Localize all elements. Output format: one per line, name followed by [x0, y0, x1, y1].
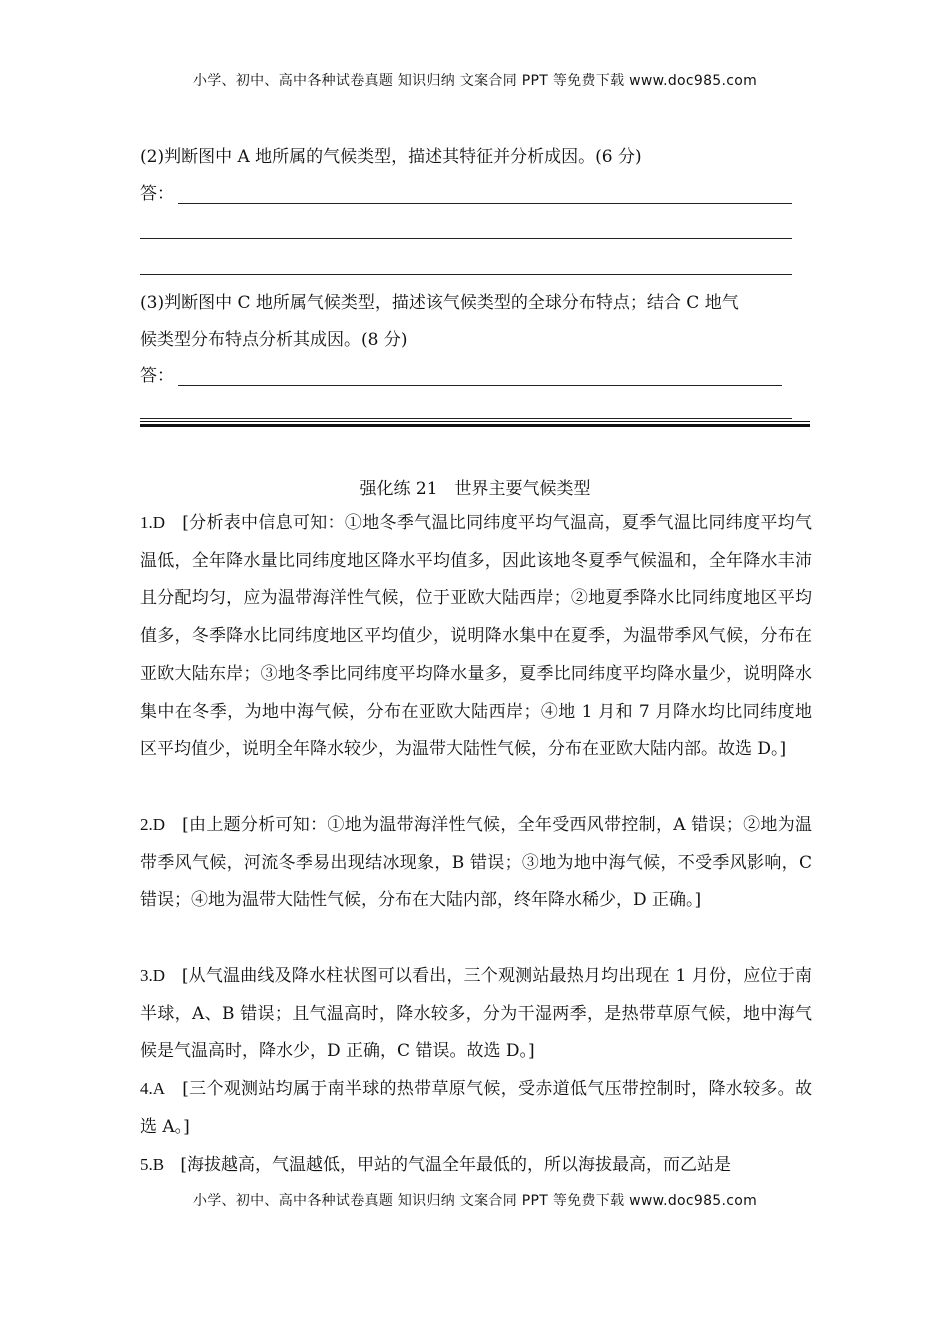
answer-line: [178, 203, 792, 204]
answer-text: [从气温曲线及降水柱状图可以看出，三个观测站最热月均出现在 1 月份，应位于南半球，A、B 错误；且气温高时，降水较多，分为干湿两季，是热带草原气候，地中海气候是气温高时，降水少，D 正确，C 错误。故选 D。]: [140, 966, 812, 1062]
answer-5: [140, 1146, 812, 1185]
question-3-line-2: 候类型分布特点分析其成因。(8 分): [140, 330, 408, 350]
answer-3: [140, 957, 812, 1071]
answer-text: [三个观测站均属于南半球的热带草原气候，受赤道低气压带控制时，降水较多。故选 A。]: [140, 1079, 812, 1137]
answer-text: [分析表中信息可知：①地冬季气温比同纬度平均气温高，夏季气温比同纬度平均气温低，全年降水量比同纬度地区降水平均值多，因此该地冬夏季气候温和，全年降水丰沛且分配均匀，应为温带海洋性气候，位于亚欧大陆西岸；②地夏季降水比同纬度地区平均值多，冬季降水比同纬度地区平均值少，说明降水集中在夏季，为温带季风气候，分布在亚欧大陆东岸；③地冬季比同纬度平均降水量多，夏季比同纬度平均降水量少，说明降水集中在冬季，为地中海气候，分布在亚欧大陆西岸；④地 1 月和 7 月降水均比同纬度地区平均值少，说明全年降水较少，为温带大陆性气候，分布在亚欧大陆内部。故选 D。]: [140, 513, 812, 760]
answer-text: [海拔越高，气温越低，甲站的气温全年最低的，所以海拔最高，而乙站是: [180, 1155, 731, 1175]
section-title: 强化练 21 世界主要气候类型: [359, 479, 591, 499]
answer-4: [140, 1070, 812, 1146]
answer-label: 4.A: [140, 1079, 166, 1098]
answer-1: [140, 504, 812, 769]
page-header: 小学、初中、高中各种试卷真题 知识归纳 文案合同 PPT 等免费下载 www.doc985.com: [192, 73, 758, 89]
section-divider: [140, 421, 810, 427]
answer-label: 2.D: [140, 815, 166, 834]
answer-2: [140, 806, 812, 920]
answer-text: [由上题分析可知：①地为温带海洋性气候，全年受西风带控制，A 错误；②地为温带季风气候，河流冬季易出现结冰现象，B 错误；③地为地中海气候，不受季风影响，C 错误；④地为温带大陆性气候，分布在大陆内部，终年降水稀少，D 正确。]: [140, 815, 812, 911]
answer-line: [178, 385, 782, 386]
answer-line: [140, 238, 792, 239]
answer-label: 1.D: [140, 513, 166, 532]
question-3-line-1: (3)判断图中 C 地所属气候类型，描述该气候类型的全球分布特点；结合 C 地气: [140, 293, 739, 313]
answer-label-q3: 答：: [140, 366, 174, 386]
question-2: (2)判断图中 A 地所属的气候类型，描述其特征并分析成因。(6 分): [140, 147, 642, 167]
answer-label: 3.D: [140, 966, 166, 985]
answer-line: [140, 418, 792, 419]
answer-label-q2: 答：: [140, 184, 174, 204]
answer-line: [140, 274, 792, 275]
answer-label: 5.B: [140, 1155, 165, 1174]
page-footer: 小学、初中、高中各种试卷真题 知识归纳 文案合同 PPT 等免费下载 www.doc985.com: [192, 1193, 758, 1209]
